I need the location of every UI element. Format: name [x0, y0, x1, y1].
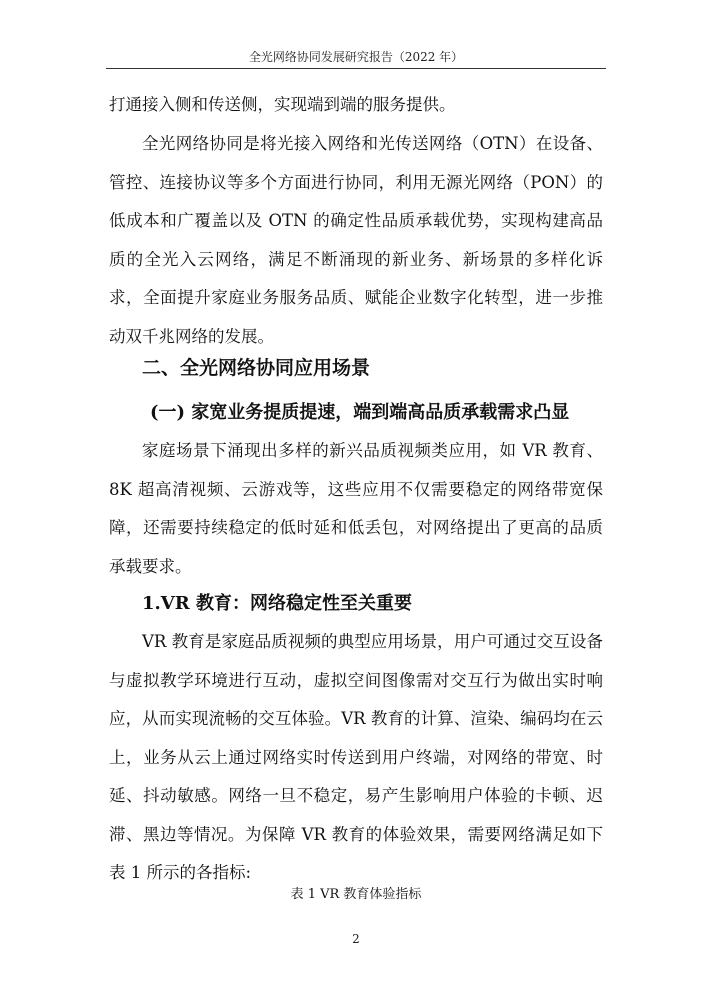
paragraph-vr-education: VR 教育是家庭品质视频的典型应用场景，用户可通过交互设备与虚拟教学环境进行互动，虚拟空间图像需对交互行为做出实时响应，从而实现流畅的交互体验。VR 教育的计算、渲染、编码均在云上，业务从云上通过网络实时传送到用户终端，对网络的带宽、时延、抖动敏感。网络一旦不稳定，易产生影响用户体验的卡顿、迟滞、黑边等情况。为保障 VR 教育的体验效果，需要网络满足如下表 1 所示的各指标: — [109, 632, 603, 882]
paragraph-continuation: 打通接入侧和传送侧，实现端到端的服务提供。 — [109, 95, 456, 114]
subsection-heading: (一) 家宽业务提质提速，端到端高品质承载需求凸显 — [150, 402, 570, 423]
paragraph-home-scenario: 家庭场景下涌现出多样的新兴品质视频类应用，如 VR 教育、8K 超高清视频、云游戏等，这些应用不仅需要稳定的网络带宽保障，还需要持续稳定的低时延和低丢包，对网络提出了更高的品质承载要求。 — [109, 441, 603, 576]
page-number: 2 — [352, 932, 360, 946]
item-heading: 1.VR 教育：网络稳定性至关重要 — [142, 593, 412, 614]
section-heading: 二、全光网络协同应用场景 — [142, 357, 371, 379]
paragraph-definition: 全光网络协同是将光接入网络和光传送网络（OTN）在设备、管控、连接协议等多个方面进行协同，利用无源光网络（PON）的低成本和广覆盖以及 OTN 的确定性品质承载优势，实现构建高品质的全光入云网络，满足不断涌现的新业务、新场景的多样化诉求，全面提升家庭业务服务品质、赋能企业数字化转型，进一步推动双千兆网络的发展。 — [109, 134, 603, 346]
header-rule — [106, 68, 606, 69]
table-caption: 表 1 VR 教育体验指标 — [290, 887, 422, 902]
running-header: 全光网络协同发展研究报告（2022 年） — [248, 50, 464, 64]
